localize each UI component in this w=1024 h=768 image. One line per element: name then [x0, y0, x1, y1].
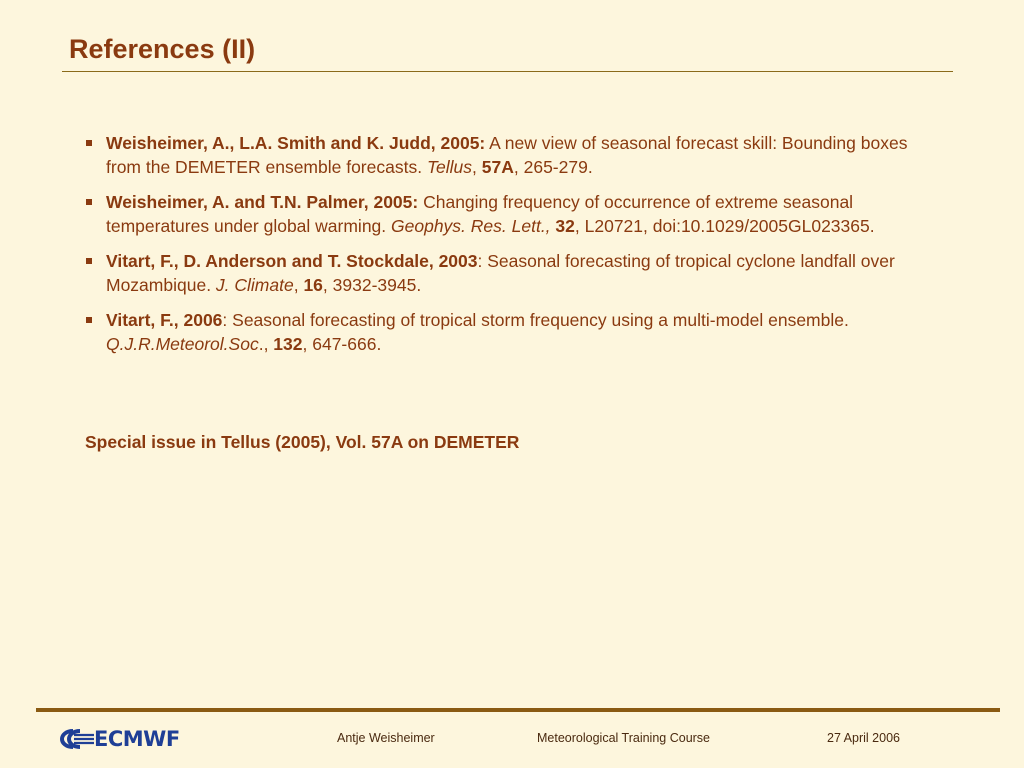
- bullet-icon: [86, 258, 92, 264]
- reference-item: [84, 249, 914, 297]
- reference-separator: ,: [293, 275, 304, 295]
- reference-journal: Geophys. Res. Lett.,: [391, 216, 551, 236]
- reference-item: [84, 131, 914, 179]
- bullet-icon: [86, 140, 92, 146]
- footer-divider: [36, 708, 1000, 712]
- reference-pages: , 3932-3945.: [322, 275, 422, 295]
- reference-journal: J. Climate: [215, 275, 294, 295]
- reference-pages: , 647-666.: [302, 334, 382, 354]
- reference-separator: ,: [472, 157, 482, 177]
- title-divider: [62, 71, 953, 72]
- reference-volume: 57A: [481, 157, 514, 177]
- reference-authors: Weisheimer, A. and T.N. Palmer, 2005:: [106, 192, 419, 212]
- logo-text: ECMWF: [94, 727, 180, 751]
- bullet-icon: [86, 199, 92, 205]
- reference-authors: Vitart, F., 2006: [106, 310, 223, 330]
- reference-journal: Tellus: [426, 157, 473, 177]
- reference-item: [84, 308, 914, 356]
- footer-author: Antje Weisheimer: [337, 731, 435, 745]
- ecmwf-logo-icon: [60, 728, 94, 750]
- reference-text: Changing frequency of occurrence of extreme seasonal temperatures under global warming.: [106, 192, 854, 236]
- reference-pages: , L20721, doi:10.1029/2005GL023365.: [574, 216, 875, 236]
- reference-authors: Weisheimer, A., L.A. Smith and K. Judd, 2005:: [106, 133, 486, 153]
- reference-list: [84, 131, 914, 367]
- reference-pages: , 265-279.: [513, 157, 593, 177]
- bullet-icon: [86, 317, 92, 323]
- footer-date: 27 April 2006: [827, 731, 900, 745]
- slide-title: References (II): [69, 34, 256, 64]
- ecmwf-logo: [60, 726, 180, 752]
- footer-course: Meteorological Training Course: [537, 731, 711, 745]
- reference-authors: Vitart, F., D. Anderson and T. Stockdale, 2003: [106, 251, 478, 271]
- reference-journal: Q.J.R.Meteorol.Soc: [106, 334, 259, 354]
- reference-volume: 16: [303, 275, 323, 295]
- reference-text: : Seasonal forecasting of tropical storm frequency using a multi-model ensemble.: [222, 310, 849, 330]
- reference-item: [84, 190, 914, 238]
- reference-volume: 32: [555, 216, 575, 236]
- reference-text: : Seasonal forecasting of tropical cyclone landfall over Mozambique.: [106, 251, 895, 295]
- special-issue-note: Special issue in Tellus (2005), Vol. 57A on DEMETER: [85, 432, 520, 452]
- reference-separator: .,: [258, 334, 274, 354]
- reference-volume: 132: [273, 334, 303, 354]
- reference-text: A new view of seasonal forecast skill: Bounding boxes from the DEMETER ensemble forecasts.: [106, 133, 908, 177]
